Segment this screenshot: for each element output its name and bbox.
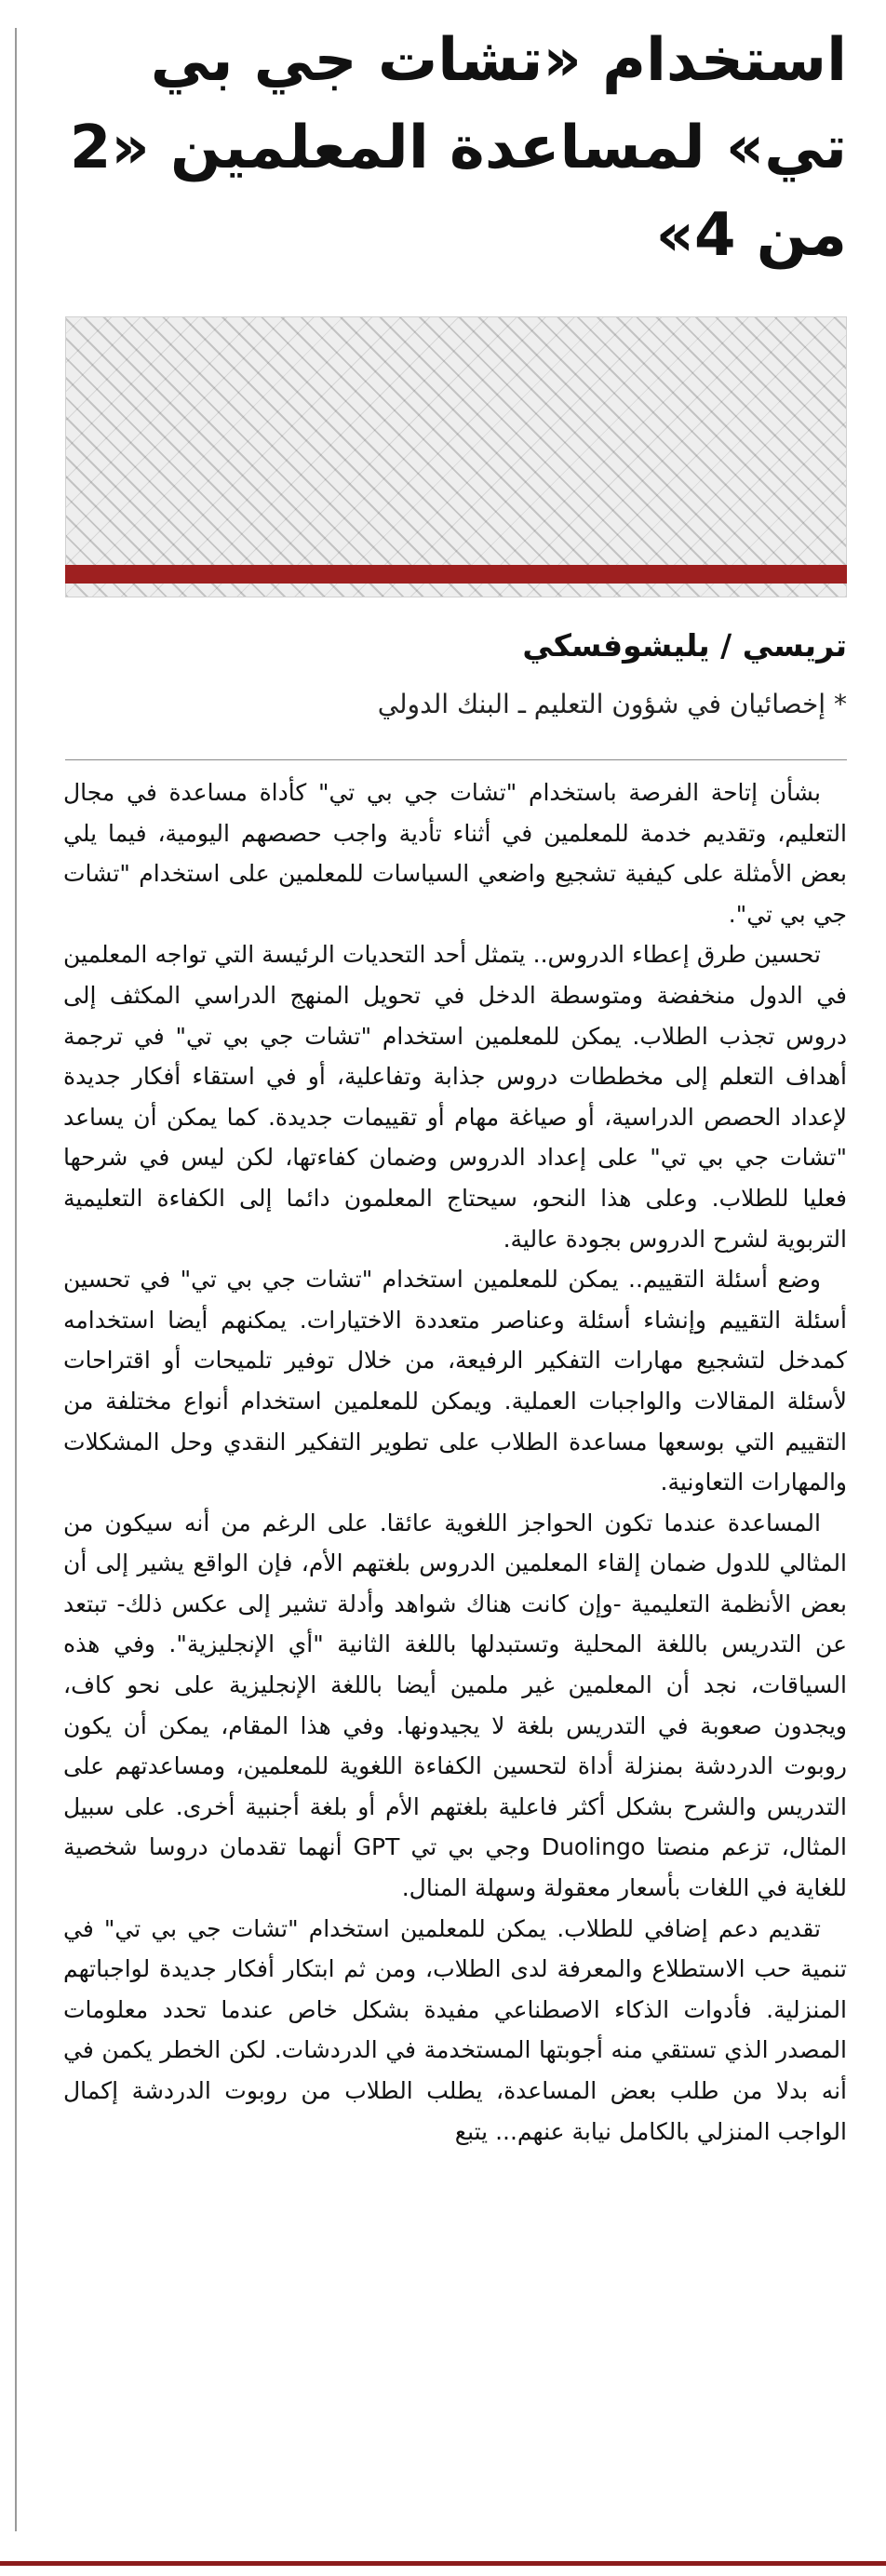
article-illustration bbox=[65, 316, 847, 597]
left-column-rule bbox=[15, 28, 17, 2531]
bottom-rule bbox=[0, 2561, 886, 2566]
body-paragraph: تحسين طرق إعطاء الدروس.. يتمثل أحد التحديات الرئيسة التي تواجه المعلمين في الدول منخفضة ومتوسطة الدخل في تحويل المنهج الدراسي المكثف إلى دروس تجذب الطلاب. يمكن للمعلمين استخدام "تشات جي بي تي" في ترجمة أهداف التعلم إلى مخططات دروس جذابة وتفاعلية، أو في استقاء أفكار جديدة لإعداد الحصص الدراسية، أو صياغة مهام أو تقييمات جديدة. كما يمكن أن يساعد "تشات جي بي تي" على إعداد الدروس وضمان كفاءتها، لكن ليس في شرحها فعليا للطلاب. وعلى هذا النحو، سيحتاج المعلمون دائما إلى الكفاءة التعليمية التربوية لشرح الدروس بجودة عالية. bbox=[63, 941, 847, 1253]
author-role: * إخصائيان في شؤون التعليم ـ البنك الدولي bbox=[377, 689, 847, 719]
body-paragraph: بشأن إتاحة الفرصة باستخدام "تشات جي بي تي" كأداة مساعدة في مجال التعليم، وتقديم خدمة للمعلمين في أثناء تأدية واجب حصصهم اليومية، فيما يلي بعض الأمثلة على كيفية تشجيع واضعي السياسات للمعلمين على استخدام "تشات جي بي تي". bbox=[63, 779, 847, 928]
body-paragraph: وضع أسئلة التقييم.. يمكن للمعلمين استخدام "تشات جي بي تي" في تحسين أسئلة التقييم وإنشاء أسئلة وعناصر متعددة الاختيارات. يمكنهم أيضا استخدامه كمدخل لتشجيع مهارات التفكير الرفيعة، من خلال توفير تلميحات أو اقتراحات لأسئلة المقالات والواجبات العملية. ويمكن للمعلمين استخدام أنواع مختلفة من التقييم التي بوسعها مساعدة الطلاب على تطوير التفكير النقدي وحل المشكلات والمهارات التعاونية. bbox=[63, 1266, 847, 1496]
article-headline: استخدام «تشات جي بي تي» لمساعدة المعلمين «2 من 4» bbox=[69, 26, 847, 270]
article-body bbox=[63, 772, 847, 2152]
byline-divider bbox=[65, 759, 847, 760]
illustration-accent-bar bbox=[65, 565, 847, 584]
body-paragraph: تقديم دعم إضافي للطلاب. يمكن للمعلمين استخدام "تشات جي بي تي" في تنمية حب الاستطلاع والمعرفة لدى الطلاب، ومن ثم ابتكار أفكار جديدة لواجباتهم المنزلية. فأدوات الذكاء الاصطناعي مفيدة بشكل خاص عندما تحدد معلومات المصدر الذي تستقي منه أجوبتها المستخدمة في الدردشات. لكن الخطر يكمن في أنه بدلا من طلب بعض المساعدة، يطلب الطلاب من روبوت الدردشة إكمال الواجب المنزلي بالكامل نيابة عنهم... يتبع bbox=[63, 1914, 847, 2145]
body-paragraph: المساعدة عندما تكون الحواجز اللغوية عائقا. على الرغم من أنه سيكون من المثالي للدول ضمان إلقاء المعلمين الدروس بلغتهم الأم، فإن الواقع يشير إلى أن بعض الأنظمة التعليمية -وإن كانت هناك شواهد وأدلة تشير إلى عكس ذلك- تبتعد عن التدريس باللغة المحلية وتستبدلها باللغة الثانية "أي الإنجليزية". وفي هذه السياقات، نجد أن المعلمين غير ملمين أيضا باللغة الإنجليزية على نحو كاف، ويجدون صعوبة في التدريس بلغة لا يجيدونها. وفي هذا المقام، يمكن أن يكون روبوت الدردشة بمنزلة أداة لتحسين الكفاءة اللغوية للمعلمين، ومساعدتهم على التدريس والشرح بشكل أكثر فاعلية بلغتهم الأم أو بلغة أجنبية أخرى. على سبيل المثال، تزعم منصتا Duolingo وجي بي تي GPT أنهما تقدمان دروسا شخصية للغاية في اللغات بأسعار معقولة وسهلة المنال. bbox=[63, 1509, 847, 1902]
author-name: تريسي / يليشوفسكي bbox=[522, 627, 847, 664]
